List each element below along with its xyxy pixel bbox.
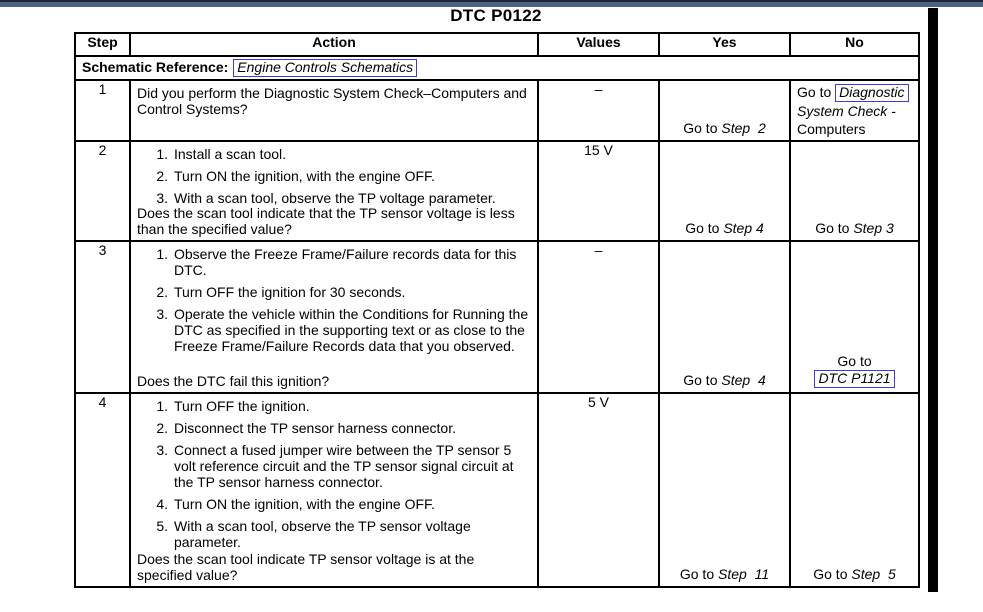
action-cell	[130, 393, 538, 587]
table-row	[75, 241, 919, 393]
step-cell: 3	[75, 241, 130, 393]
goto-prefix: Go to	[683, 120, 722, 136]
list-number	[151, 146, 168, 162]
goto-step-target: Step 3	[853, 220, 894, 236]
action-steps-list	[137, 146, 531, 206]
diagnostic-table	[74, 32, 920, 588]
action-step-item: Disconnect the TP sensor harness connector.	[174, 420, 456, 436]
action-step-item: Operate the vehicle within the Conditions for Running the DTC as specified in the supporting text or as close to the Freeze Frame/Failure Records data that you observed.	[174, 306, 529, 354]
header-step: Step	[75, 33, 130, 56]
action-step-item: Turn ON the ignition, with the engine OFF.	[174, 496, 435, 512]
schematic-reference-row	[75, 56, 919, 80]
goto-prefix: Go to	[813, 566, 852, 582]
goto-prefix: Go to	[815, 220, 854, 236]
goto-prefix: Go to	[683, 372, 722, 388]
header-no: No	[790, 33, 919, 56]
header-action: Action	[130, 33, 538, 56]
header-yes: Yes	[659, 33, 790, 56]
list-number	[151, 306, 168, 354]
action-step-item: Turn ON the ignition, with the engine OFF.	[174, 168, 435, 184]
action-question: Does the scan tool indicate that the TP sensor voltage is less than the specified value?	[137, 205, 515, 237]
yes-cell	[659, 80, 790, 141]
goto-step-target: Step 5	[851, 566, 896, 582]
action-cell	[130, 241, 538, 393]
goto-link-line2: System Check -	[797, 103, 896, 119]
list-number	[151, 284, 168, 300]
list-number	[151, 420, 168, 436]
table-row	[75, 393, 919, 587]
header-values: Values	[538, 33, 659, 56]
yes-cell	[659, 141, 790, 241]
values-cell: –	[538, 241, 659, 393]
step-cell: 4	[75, 393, 130, 587]
list-number	[151, 442, 168, 490]
values-cell: 5 V	[538, 393, 659, 587]
step-cell: 1	[75, 80, 130, 141]
goto-step-target: Step 4	[721, 372, 766, 388]
action-question: Does the DTC fail this ignition?	[137, 373, 330, 389]
action-question: Did you perform the Diagnostic System Check–Computers and Control Systems?	[137, 85, 527, 117]
action-cell	[130, 141, 538, 241]
list-number	[151, 246, 168, 278]
page-title: DTC P0122	[450, 6, 542, 25]
list-number	[151, 496, 168, 512]
yes-cell	[659, 393, 790, 587]
schematic-reference-label: Schematic Reference:	[82, 59, 229, 75]
values-cell: 15 V	[538, 141, 659, 241]
goto-prefix: Go to	[679, 566, 718, 582]
no-cell	[790, 241, 919, 393]
action-question: Does the scan tool indicate TP sensor voltage is at the specified value?	[137, 551, 475, 583]
no-cell	[790, 393, 919, 587]
goto-prefix: Go to	[685, 220, 724, 236]
table-row	[75, 141, 919, 241]
action-step-item: Turn OFF the ignition.	[174, 398, 310, 414]
action-step-item: Connect a fused jumper wire between the TP sensor 5 volt reference circuit and the TP sensor signal circuit at the TP sensor harness connector.	[174, 442, 514, 490]
goto-step-target: Step 11	[718, 566, 770, 582]
action-step-item: With a scan tool, observe the TP voltage parameter.	[174, 190, 496, 206]
engine-controls-schematics-link[interactable]: Engine Controls Schematics	[233, 59, 417, 77]
action-step-item: With a scan tool, observe the TP sensor voltage parameter.	[174, 518, 471, 550]
goto-step-target: Step 4	[723, 220, 764, 236]
action-step-item: Turn OFF the ignition for 30 seconds.	[174, 284, 406, 300]
action-cell	[130, 80, 538, 141]
revision-change-bar	[928, 8, 938, 592]
list-number	[151, 190, 168, 206]
goto-prefix: Go to	[797, 84, 836, 100]
no-cell	[790, 80, 919, 141]
diagnostic-system-check-link[interactable]: Diagnostic	[835, 84, 908, 102]
action-step-item: Install a scan tool.	[174, 146, 287, 162]
list-number	[151, 518, 168, 550]
goto-step-target: Step 2	[721, 120, 766, 136]
step-cell: 2	[75, 141, 130, 241]
dtc-p1121-link[interactable]: DTC P1121	[814, 370, 894, 388]
goto-prefix: Go to	[837, 353, 872, 369]
goto-link-line3: Computers	[797, 121, 866, 137]
table-row	[75, 80, 919, 141]
values-cell: –	[538, 80, 659, 141]
header-row	[75, 33, 919, 56]
list-number	[151, 398, 168, 414]
action-steps-list	[137, 398, 531, 550]
action-step-item: Observe the Freeze Frame/Failure records data for this DTC.	[174, 246, 517, 278]
list-number	[151, 168, 168, 184]
no-cell	[790, 141, 919, 241]
action-steps-list	[137, 246, 531, 354]
yes-cell	[659, 241, 790, 393]
